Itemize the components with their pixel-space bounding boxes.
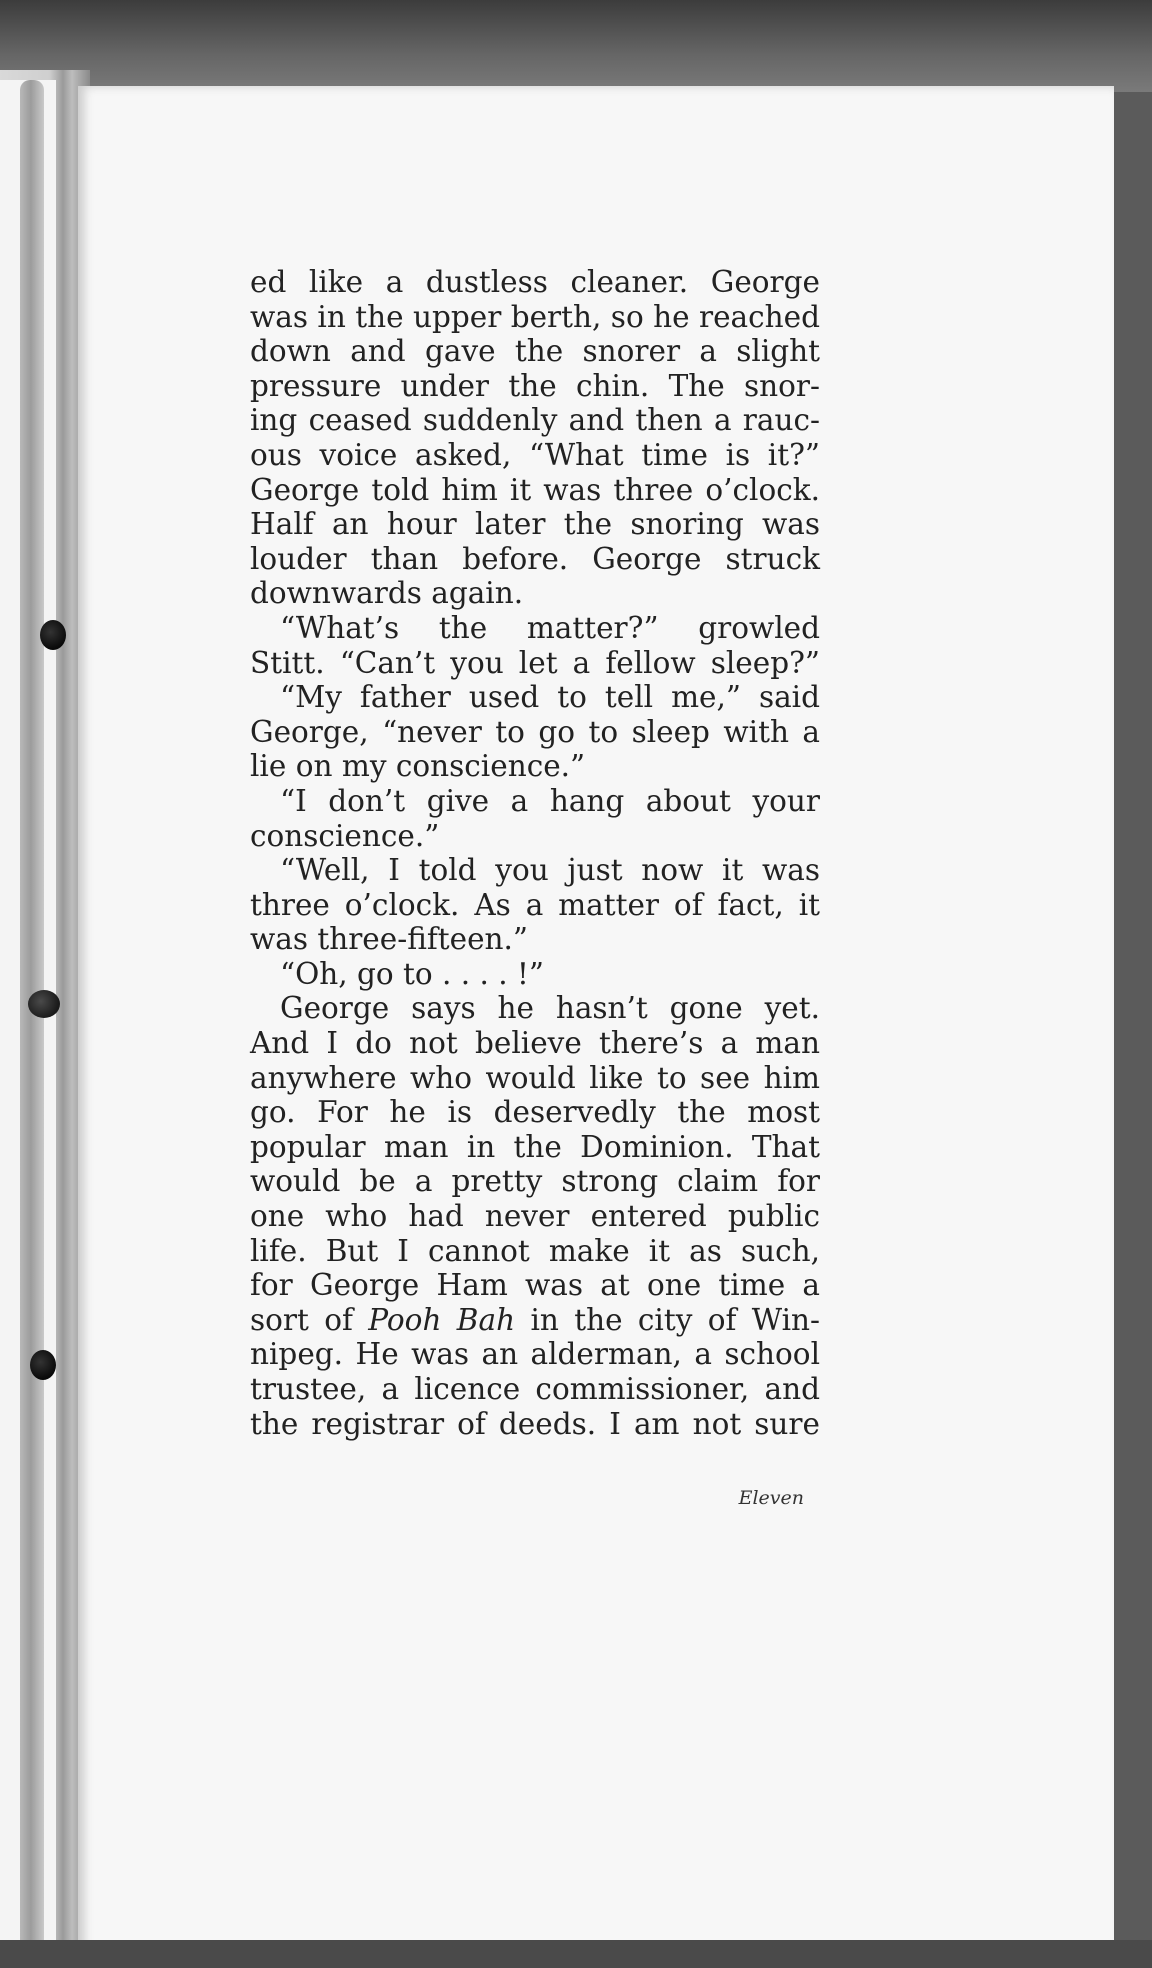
- text-line: ed like a dustless cleaner. George: [250, 265, 820, 299]
- text-line: life. But I cannot make it as such,: [250, 1233, 820, 1268]
- body-text: [250, 265, 820, 1441]
- text-line: one who had never entered public: [250, 1199, 820, 1234]
- text-line: “Oh, go to . . . . !”: [280, 956, 544, 991]
- text-line: George told him it was three o’clock.: [250, 472, 820, 507]
- text-line: three o’clock. As a matter of fact, it: [250, 887, 820, 922]
- book-spine: [20, 80, 44, 1960]
- text-line: down and gave the snorer a slight: [250, 334, 820, 369]
- text-segment: in the city of Win-: [515, 1302, 820, 1337]
- text-line: the registrar of deeds. I am not sure: [250, 1406, 820, 1441]
- text-line: “What’s the matter?” growled: [280, 610, 820, 645]
- text-line: would be a pretty strong claim for: [250, 1164, 820, 1199]
- text-line: George says he hasn’t gone yet.: [280, 991, 820, 1026]
- text-line: was three-fifteen.”: [250, 922, 529, 957]
- text-line: anywhere who would like to see him: [250, 1060, 820, 1095]
- text-line: ing ceased suddenly and then a rauc-: [250, 403, 820, 438]
- text-line: conscience.”: [250, 818, 440, 853]
- scan-top-edge: [0, 0, 1152, 92]
- text-line: ous voice asked, “What time is it?”: [250, 437, 820, 472]
- text-line: downwards again.: [250, 576, 524, 611]
- text-segment: sort of: [250, 1302, 369, 1337]
- italic-title: Pooh Bah: [368, 1302, 516, 1337]
- page-number: Eleven: [738, 1487, 804, 1509]
- text-line: trustee, a licence commissioner, and: [250, 1372, 820, 1406]
- text-line: And I do not believe there’s a man: [250, 1026, 820, 1061]
- text-line: George, “never to go to sleep with a: [250, 714, 820, 749]
- text-line: pressure under the chin. The snor-: [250, 368, 820, 403]
- text-line: Half an hour later the snoring was: [250, 507, 820, 542]
- scan-bottom-edge: [0, 1940, 1152, 1968]
- text-line: louder than before. George struck: [250, 541, 820, 576]
- text-line: nipeg. He was an alderman, a school: [250, 1337, 820, 1372]
- text-line: “Well, I told you just now it was: [280, 853, 820, 888]
- binding-stitch-2: [28, 990, 60, 1018]
- text-line-with-italic: [250, 1303, 820, 1338]
- binding-stitch-3: [30, 1350, 56, 1380]
- text-line: popular man in the Dominion. That: [250, 1129, 820, 1164]
- binding-stitch-1: [40, 620, 66, 650]
- text-line: Stitt. “Can’t you let a fellow sleep?”: [250, 645, 820, 680]
- text-line: “I don’t give a hang about your: [280, 783, 820, 818]
- text-line: “My father used to tell me,” said: [280, 680, 820, 715]
- text-line: go. For he is deservedly the most: [250, 1095, 820, 1130]
- text-line: was in the upper berth, so he reached: [250, 299, 820, 334]
- text-line: lie on my conscience.”: [250, 749, 586, 784]
- text-line: for George Ham was at one time a: [250, 1268, 820, 1303]
